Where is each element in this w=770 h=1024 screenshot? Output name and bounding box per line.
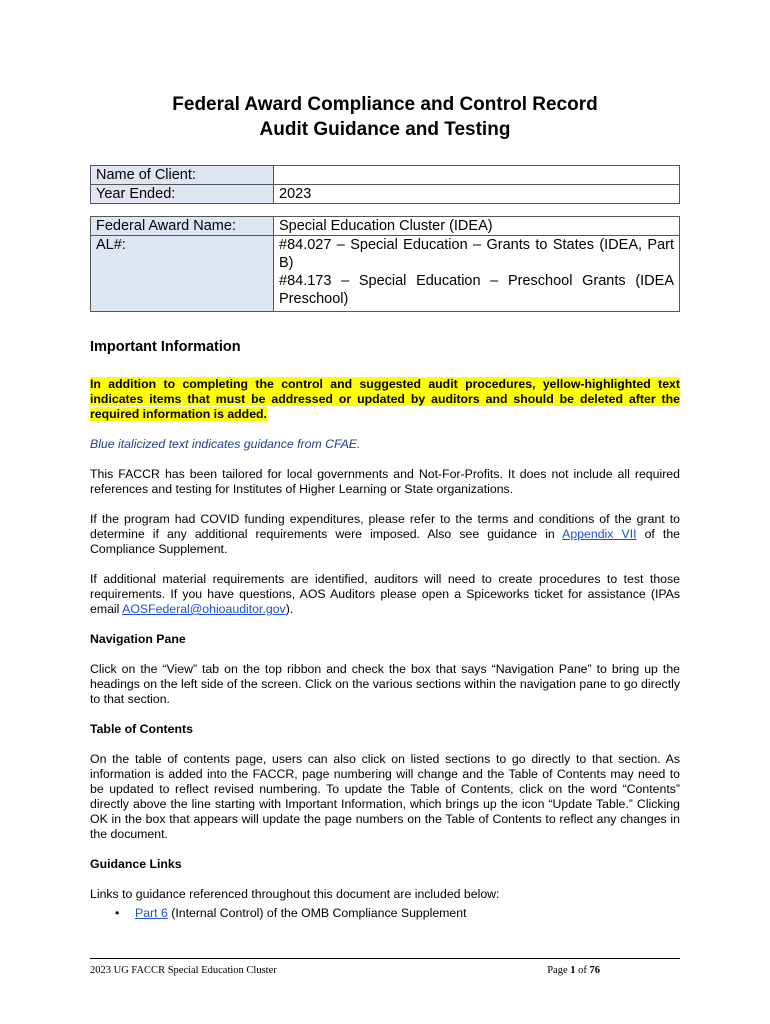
part-6-link[interactable]: Part 6 — [135, 906, 168, 920]
document-body — [90, 337, 680, 921]
year-ended-label: Year Ended: — [91, 185, 274, 204]
client-table — [90, 165, 680, 204]
footer-document-name: 2023 UG FACCR Special Education Cluster — [90, 965, 277, 976]
tailored-paragraph: This FACCR has been tailored for local governments and Not-For-Profits. It does not include all required references and testing for Institutes of Higher Learning or State organizations. — [90, 467, 680, 496]
al-number-value[interactable] — [274, 236, 680, 312]
guidance-links-list — [90, 906, 680, 921]
page-title — [90, 92, 680, 142]
covid-paragraph — [90, 512, 680, 557]
navigation-pane-heading: Navigation Pane — [90, 632, 186, 646]
table-of-contents-heading: Table of Contents — [90, 722, 193, 736]
material-text-end: ). — [285, 602, 294, 616]
covid-text: If the program had COVID funding expenditures, please refer to the terms and conditions of the grant to determine if any additional requirements were imposed. Also see guidance in — [90, 512, 680, 541]
footer-total-pages: 76 — [589, 965, 600, 976]
part-6-description: (Internal Control) of the OMB Compliance Supplement — [167, 906, 467, 920]
aos-federal-email-link[interactable]: AOSFederal@ohioauditor.gov — [122, 602, 286, 616]
client-name-label: Name of Client: — [91, 166, 274, 185]
highlight-instructions: In addition to completing the control and suggested audit procedures, yellow-highlighted text indicates items that must be addressed or updated by auditors and should be deleted after the required information is added. — [90, 377, 680, 421]
guidance-links-intro: Links to guidance referenced throughout this document are included below: — [90, 887, 500, 901]
footer-page-number — [547, 965, 600, 976]
table-of-contents-text: On the table of contents page, users can also click on listed sections to go directly to that section. As information is added into the FACCR, page numbering will change and the Table of Contents may need to be updated to reflect revised numbering. To update the Table of Contents, click on the word “Contents” directly above the line starting with Important Information, which brings up the icon “Update Table.” Clicking OK in the box that appears will update the page numbers on the Table of Contents to reflect any changes in the document. — [90, 752, 680, 841]
material-requirements-paragraph — [90, 572, 680, 617]
footer-page-word: Page — [547, 965, 571, 976]
award-name-label: Federal Award Name: — [91, 217, 274, 236]
material-text: If additional material requirements are identified, auditors will need to create procedures to test those requirements. If you have questions, AOS Auditors please open a Spiceworks ticket for assistance (IPAs email — [90, 572, 680, 616]
footer-of-word: of — [575, 965, 590, 976]
guidance-links-heading: Guidance Links — [90, 857, 182, 871]
navigation-pane-text: Click on the “View” tab on the top ribbon and check the box that says “Navigation Pane” to bring up the headings on the left side of the screen. Click on the various sections within the navigation pane to go directly to that section. — [90, 662, 680, 706]
list-item — [135, 906, 680, 921]
client-name-value[interactable] — [274, 166, 680, 185]
al-number-line-2: #84.173 – Special Education – Preschool Grants (IDEA Preschool) — [279, 273, 674, 307]
cfae-guidance-note: Blue italicized text indicates guidance from CFAE. — [90, 437, 361, 451]
appendix-vii-link[interactable]: Appendix VII — [562, 527, 637, 541]
al-number-line-1: #84.027 – Special Education – Grants to States (IDEA, Part B) — [279, 237, 674, 271]
covid-text-end: of the Compliance Supplement. — [90, 527, 680, 556]
important-info-heading: Important Information — [90, 339, 241, 355]
year-ended-value[interactable]: 2023 — [274, 185, 680, 204]
award-name-value[interactable]: Special Education Cluster (IDEA) — [274, 217, 680, 236]
page-footer — [90, 958, 680, 984]
title-line-2: Audit Guidance and Testing — [259, 119, 511, 140]
al-number-label: AL#: — [91, 236, 274, 312]
title-line-1: Federal Award Compliance and Control Record — [172, 94, 598, 115]
award-table — [90, 216, 680, 312]
footer-current-page: 1 — [570, 965, 576, 976]
